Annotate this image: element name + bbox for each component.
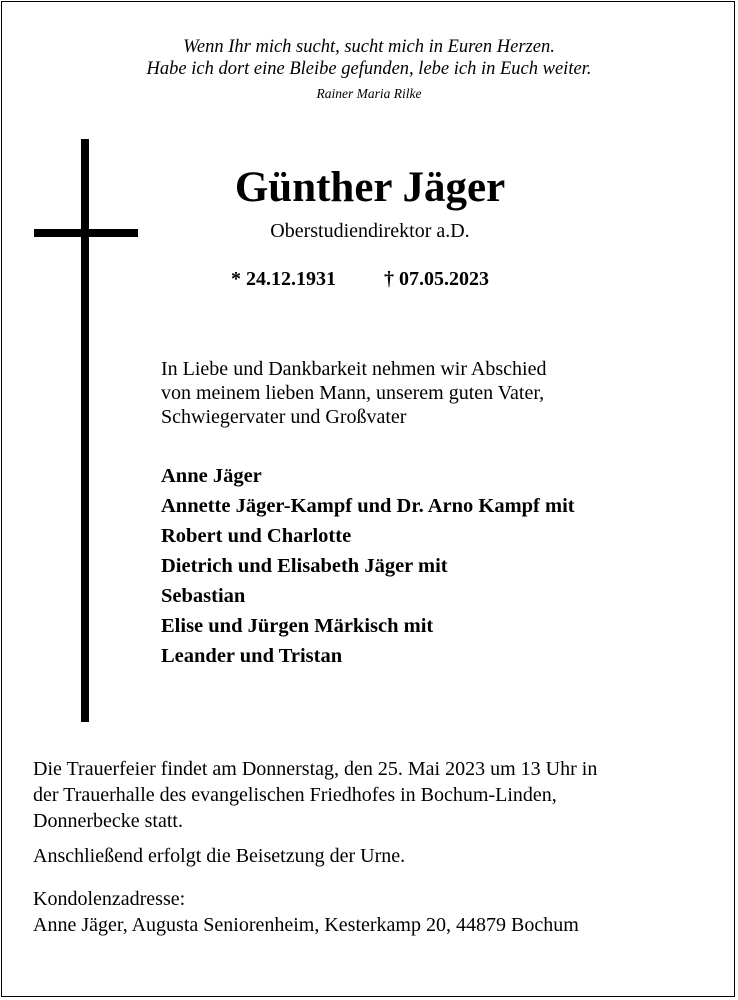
mourners-list: [161, 461, 721, 671]
service-line: Donnerbecke statt.: [33, 810, 183, 832]
condolence-address: [33, 886, 579, 938]
quote-line-1: Wenn Ihr mich sucht, sucht mich in Euren Herzen.: [183, 37, 555, 57]
mourner-entry: Anne Jäger: [161, 465, 262, 487]
farewell-line: Schwiegervater und Großvater: [161, 406, 407, 428]
mourner-entry-continued: Sebastian: [161, 585, 246, 607]
farewell-text: [161, 357, 546, 429]
condolence-label: Kondolenzadresse:: [33, 888, 186, 910]
service-line: Die Trauerfeier findet am Donnerstag, den 25. Mai 2023 um 13 Uhr in: [33, 758, 598, 780]
burial-text: Anschließend erfolgt die Beisetzung der Urne.: [33, 845, 406, 867]
farewell-line: In Liebe und Dankbarkeit nehmen wir Abschied: [161, 358, 547, 380]
service-details: [33, 756, 723, 834]
mourner-entry-continued: Leander und Tristan: [161, 645, 343, 667]
birth-date: * 24.12.1931: [231, 268, 336, 290]
mourner-entry-continued: Robert und Charlotte: [161, 525, 352, 547]
deceased-name: Günther Jäger: [234, 164, 506, 211]
mourner-entry: Dietrich und Elisabeth Jäger mit: [161, 555, 448, 577]
cross-vertical-bar: [81, 139, 89, 722]
cross-horizontal-bar: [34, 229, 138, 237]
mourner-entry: Elise und Jürgen Märkisch mit: [161, 615, 434, 637]
death-date: † 07.05.2023: [384, 268, 489, 290]
farewell-line: von meinem lieben Mann, unserem guten Vater,: [161, 382, 545, 404]
quote-author: Rainer Maria Rilke: [316, 86, 422, 101]
mourner-entry: Annette Jäger-Kampf und Dr. Arno Kampf mit: [161, 495, 575, 517]
deceased-title: Oberstudiendirektor a.D.: [270, 220, 470, 242]
quote-line-2: Habe ich dort eine Bleibe gefunden, lebe ich in Euch weiter.: [146, 59, 592, 79]
condolence-address-line: Anne Jäger, Augusta Seniorenheim, Kesterkamp 20, 44879 Bochum: [33, 914, 579, 936]
service-line: der Trauerhalle des evangelischen Friedhofes in Bochum-Linden,: [33, 784, 557, 806]
